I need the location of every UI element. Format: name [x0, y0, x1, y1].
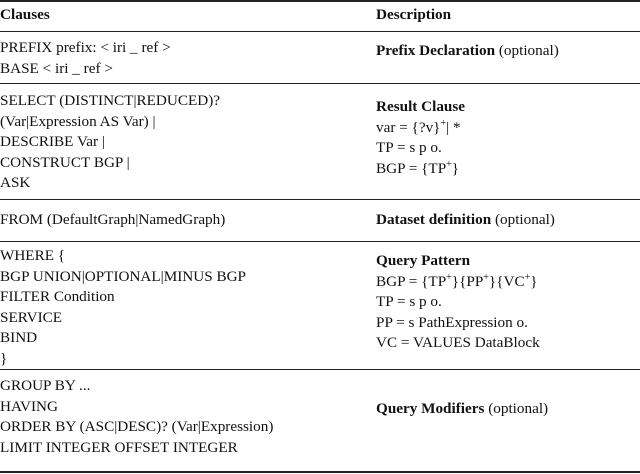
description-line: TP = s p o.	[376, 139, 442, 157]
clause-line: LIMIT INTEGER OFFSET INTEGER	[0, 438, 238, 456]
description-line: VC = VALUES DataBlock	[376, 334, 540, 352]
row-dataset-description	[376, 210, 555, 231]
clause-line: BIND	[0, 329, 38, 347]
clause-line: FILTER Condition	[0, 288, 115, 306]
clause-line: SELECT (DISTINCT|REDUCED)?	[0, 92, 221, 109]
description-line: PP = s PathExpression o.	[376, 313, 528, 331]
clause-line: GROUP BY ...	[0, 377, 91, 394]
description-line: var = {?v}+| *	[376, 117, 461, 136]
clause-line: PREFIX prefix: < iri _ ref >	[0, 39, 171, 56]
description-title: Result Clause	[376, 98, 466, 115]
clause-line: CONSTRUCT BGP |	[0, 153, 130, 171]
clause-line: BGP UNION|OPTIONAL|MINUS BGP	[0, 267, 247, 285]
clause-line: (Var|Expression AS Var) |	[0, 112, 156, 130]
clause-line: SERVICE	[0, 308, 63, 326]
row-rule-1	[0, 83, 640, 84]
row-modifiers-description	[376, 399, 548, 420]
clause-line: ASK	[0, 174, 31, 192]
description-line: BGP = {TP+}{PP+}{VC+}	[376, 271, 538, 290]
header-clauses: Clauses	[0, 6, 50, 23]
row-rule-2	[0, 199, 640, 200]
description-line: TP = s p o.	[376, 293, 442, 311]
row-rule-3	[0, 241, 640, 242]
clause-line: }	[0, 349, 8, 367]
description-line: BGP = {TP+}	[376, 158, 460, 177]
clause-line: ORDER BY (ASC|DESC)? (Var|Expression)	[0, 418, 274, 436]
description-title: Dataset definition	[376, 211, 492, 228]
row-result-description	[376, 97, 465, 179]
clause-line: BASE < iri _ ref >	[0, 59, 113, 77]
description-title: Prefix Declaration	[376, 42, 496, 59]
clause-line: HAVING	[0, 397, 58, 415]
clause-line: WHERE {	[0, 247, 66, 264]
description-title: Query Pattern	[376, 252, 471, 269]
row-modifiers-clauses	[0, 376, 273, 458]
description-note: (optional)	[491, 211, 555, 228]
table-top-rule	[0, 0, 640, 2]
clause-line: FROM (DefaultGraph|NamedGraph)	[0, 211, 226, 228]
row-result-clauses	[0, 91, 220, 194]
description-note: (optional)	[484, 400, 549, 417]
row-pattern-description	[376, 251, 540, 354]
header-description: Description	[376, 6, 452, 23]
row-dataset-clauses	[0, 210, 225, 231]
row-prefix-clauses	[0, 38, 171, 79]
table-bottom-rule	[0, 471, 640, 473]
row-prefix-description	[376, 41, 559, 62]
row-pattern-clauses	[0, 246, 246, 370]
header-rule	[0, 31, 640, 32]
description-note: (optional)	[495, 42, 559, 59]
description-title: Query Modifiers	[376, 400, 485, 417]
clause-line: DESCRIBE Var |	[0, 133, 105, 151]
